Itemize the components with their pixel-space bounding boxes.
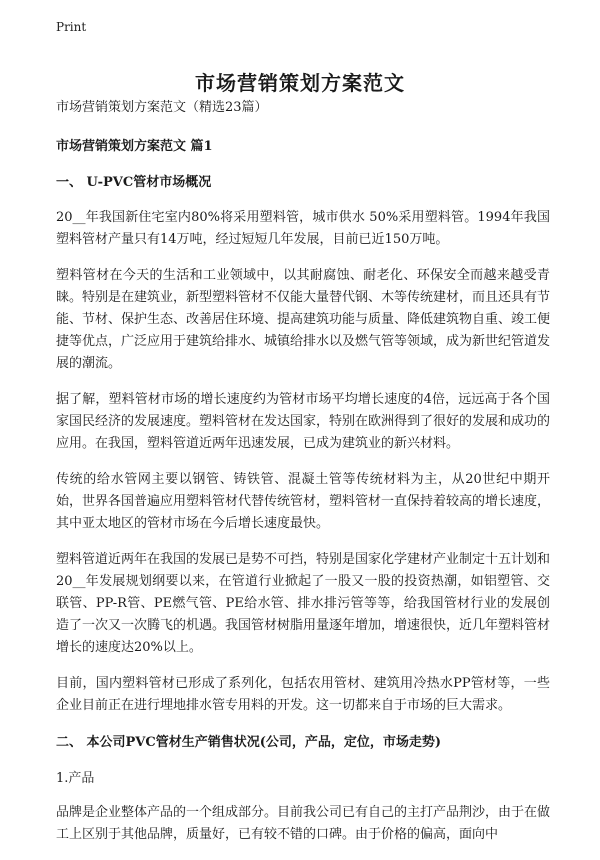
article-subtitle: 市场营销策划方案范文（精选23篇）	[56, 100, 268, 115]
paragraph-7: 品牌是企业整体产品的一个组成部分。目前我公司已有自己的主打产品荆沙，由于在做工上区别于其他品牌，质量好，已有较不错的口碑。由于价格的偏高，面向中	[56, 805, 551, 842]
section-heading-2: 二、 本公司PVC管材生产销售状况(公司，产品，定位，市场走势)	[56, 735, 442, 750]
section-heading-1: 一、 U-PVC管材市场概况	[56, 175, 212, 190]
paragraph-1: 20__年我国新住宅室内80%将采用塑料管，城市供水 50%采用塑料管。1994年我国塑料管材产量只有14万吨，经过短短几年发展，目前已近150万吨。	[56, 210, 550, 247]
article-heading: 市场营销策划方案范文 篇1	[56, 139, 213, 154]
paragraph-6: 目前，国内塑料管材已形成了系列化，包括农用管材、建筑用冷热水PP管材等，一些企业目前正在进行埋地排水管专用料的开发。这一切都来自于市场的巨大需求。	[56, 676, 550, 713]
paragraph-5: 塑料管道近两年在我国的发展已是势不可挡，特别是国家化学建材产业制定十五计划和20__年发展规划纲要以来，在管道行业掀起了一股又一股的投资热潮，如铝塑管、交联管、PP-R管、PE燃气管、PE给水管、排水排污管等等，给我国管材行业的发展创造了一次又一次腾飞的机遇。我国管材树脂用量逐年增加，增速很快，近几年塑料管材增长的速度达20%以上。	[56, 552, 551, 655]
page-title: 市场营销策划方案范文	[195, 71, 405, 96]
article-content	[56, 96, 550, 860]
list-item-product: 1.产品	[56, 771, 95, 786]
print-link[interactable]: Print	[56, 20, 87, 34]
paragraph-3: 据了解，塑料管材市场的增长速度约为管材市场平均增长速度的4倍，远远高于各个国家国民经济的发展速度。塑料管材在发达国家，特别在欧洲得到了很好的发展和成功的应用。在我国，塑料管道近两年迅速发展，已成为建筑业的新兴材料。	[56, 392, 551, 451]
paragraph-4: 传统的给水管网主要以钢管、铸铁管、混凝土管等传统材料为主，从20世纪中期开始，世界各国普遍应用塑料管材代替传统管材，塑料管材一直保持着较高的增长速度，其中亚太地区的管材市场在今后增长速度最快。	[56, 472, 551, 531]
paragraph-2: 塑料管材在今天的生活和工业领域中，以其耐腐蚀、耐老化、环保安全而越来越受青睐。特别是在建筑业，新型塑料管材不仅能大量替代钢、木等传统建材，而且还具有节能、节材、保护生态、改善居住环境、提高建筑功能与质量、降低建筑物自重、竣工便捷等优点，广泛应用于建筑给排水、城镇给排水以及燃气管等领域，成为新世纪管道发展的潮流。	[56, 268, 551, 371]
